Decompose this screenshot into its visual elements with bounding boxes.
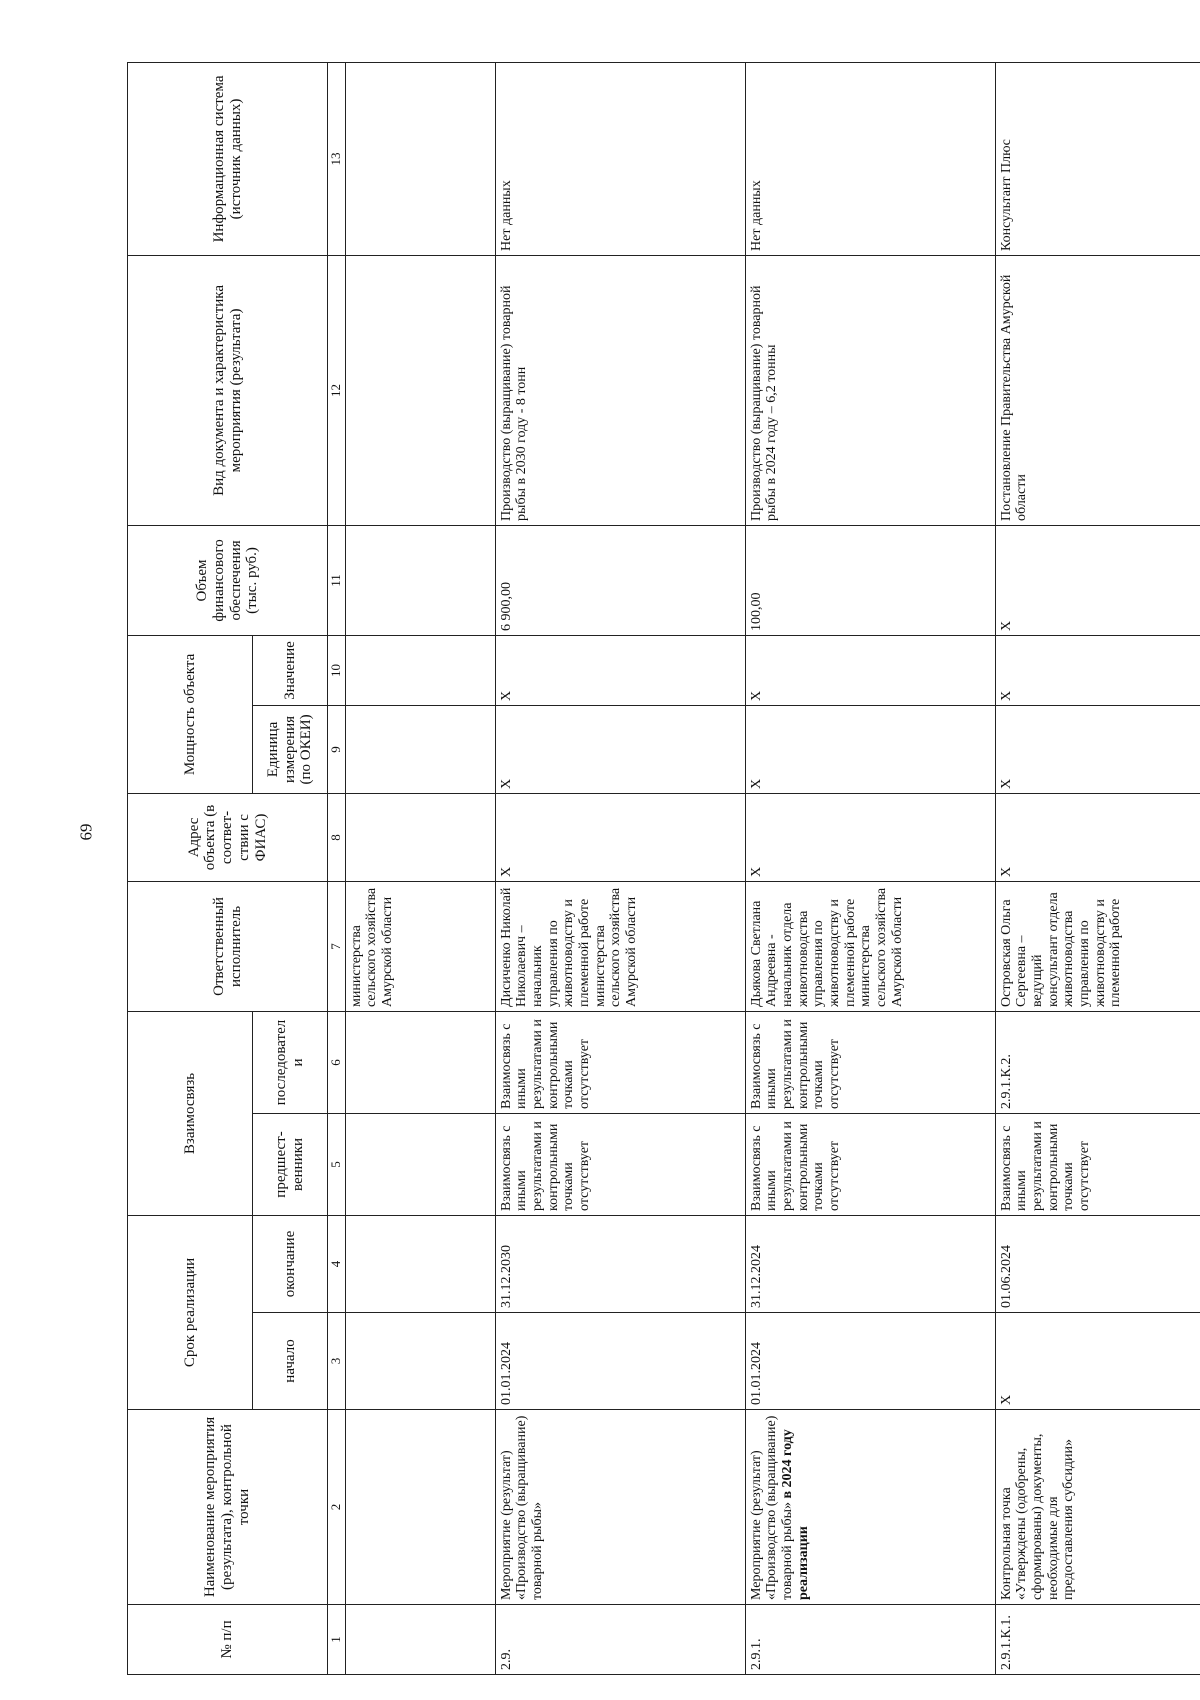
cell-end: 31.12.2024	[745, 1215, 995, 1312]
cell-value: Х	[495, 635, 745, 705]
header-link: Взаимосвязь	[128, 1011, 253, 1215]
cell-doc: Производство (выращивание) товарной рыбы в 2030 году - 8 тонн	[495, 255, 745, 525]
cell-source: Нет данных	[495, 62, 745, 255]
cell-finance: 6 900,00	[495, 525, 745, 635]
cell-doc	[345, 255, 495, 525]
table-row	[345, 62, 495, 1674]
cell-num: 2.9.1.	[745, 1605, 995, 1675]
header-link-succ: последователи	[253, 1011, 328, 1113]
cell-num: 2.9.	[495, 1605, 745, 1675]
header-row-1	[128, 62, 253, 1674]
cell-executor: Дисиченко Николай Николаевич – начальник управления по животноводству и племенной работе министерства сельского хозяйства Амурской области	[495, 881, 745, 1011]
cell-end	[345, 1215, 495, 1312]
cell-doc: Постановление Правительства Амурской области	[995, 255, 1200, 525]
page-number: 69	[76, 823, 96, 841]
col-number: 5	[328, 1113, 346, 1215]
rotated-table-wrapper	[127, 63, 1124, 1675]
cell-unit: Х	[495, 705, 745, 793]
col-number: 1	[328, 1605, 346, 1675]
cell-source	[345, 62, 495, 255]
col-number: 6	[328, 1011, 346, 1113]
cell-source: Консультант Плюс	[995, 62, 1200, 255]
cell-num	[345, 1605, 495, 1675]
activities-table	[127, 62, 1200, 1675]
cell-num: 2.9.1.К.1.	[995, 1605, 1200, 1675]
cell-succ: Взаимосвязь с иными результатами и контрольными точками отсутствует	[745, 1011, 995, 1113]
header-executor: Ответственный исполнитель	[128, 881, 328, 1011]
cell-value	[345, 635, 495, 705]
header-link-pred: предшест-венники	[253, 1113, 328, 1215]
table-row	[995, 62, 1200, 1674]
cell-succ: 2.9.1.К.2.	[995, 1011, 1200, 1113]
header-address: Адрес объекта (в соответ-ствии с ФИАС)	[128, 793, 328, 881]
cell-pred: Взаимосвязь с иными результатами и контрольными точками отсутствует	[995, 1113, 1200, 1215]
cell-start: 01.01.2024	[495, 1313, 745, 1410]
col-number: 10	[328, 635, 346, 705]
cell-name: Контрольная точка «Утверждены (одобрены, сформированы) документы, необходимые для предоставления субсидии»	[995, 1410, 1200, 1605]
cell-executor: министерства сельского хозяйства Амурской области	[345, 881, 495, 1011]
cell-start: 01.01.2024	[745, 1313, 995, 1410]
cell-finance: Х	[995, 525, 1200, 635]
cell-name	[345, 1410, 495, 1605]
column-number-row	[328, 62, 346, 1674]
header-doc: Вид документа и характеристика мероприятия (результата)	[128, 255, 328, 525]
cell-address: Х	[745, 793, 995, 881]
col-number: 3	[328, 1313, 346, 1410]
col-number: 13	[328, 62, 346, 255]
col-number: 2	[328, 1410, 346, 1605]
cell-name	[745, 1410, 995, 1605]
header-term: Срок реализации	[128, 1215, 253, 1409]
col-number: 7	[328, 881, 346, 1011]
cell-finance: 100,00	[745, 525, 995, 635]
header-finance: Объем финансового обеспечения (тыс. руб.)	[128, 525, 328, 635]
cell-pred	[345, 1113, 495, 1215]
cell-name-bold: в 2024 году реализации	[779, 1429, 811, 1600]
col-number: 11	[328, 525, 346, 635]
table-row	[745, 62, 995, 1674]
cell-address: Х	[995, 793, 1200, 881]
header-term-start: начало	[253, 1313, 328, 1410]
cell-start: Х	[995, 1313, 1200, 1410]
cell-pred: Взаимосвязь с иными результатами и контрольными точками отсутствует	[495, 1113, 745, 1215]
header-power-value: Значение	[253, 635, 328, 705]
col-number: 4	[328, 1215, 346, 1312]
cell-source: Нет данных	[745, 62, 995, 255]
header-source: Информационная система (источник данных)	[128, 62, 328, 255]
cell-succ	[345, 1011, 495, 1113]
cell-name-text: Мероприятие (результат) «Производство (выращивание) товарной рыбы»	[748, 1415, 795, 1600]
cell-pred: Взаимосвязь с иными результатами и контрольными точками отсутствует	[745, 1113, 995, 1215]
cell-succ: Взаимосвязь с иными результатами и контрольными точками отсутствует	[495, 1011, 745, 1113]
cell-finance	[345, 525, 495, 635]
cell-address: Х	[495, 793, 745, 881]
header-term-end: окончание	[253, 1215, 328, 1312]
header-num: № п/п	[128, 1605, 328, 1675]
table-row	[495, 62, 745, 1674]
cell-doc: Производство (выращивание) товарной рыбы в 2024 году – 6,2 тонны	[745, 255, 995, 525]
cell-unit: Х	[995, 705, 1200, 793]
cell-executor: Островская Ольга Сергеевна – ведущий консультант отдела животноводства управления по животноводству и племенной работе	[995, 881, 1200, 1011]
cell-address	[345, 793, 495, 881]
cell-value: Х	[745, 635, 995, 705]
col-number: 8	[328, 793, 346, 881]
cell-value: Х	[995, 635, 1200, 705]
cell-start	[345, 1313, 495, 1410]
cell-end: 01.06.2024	[995, 1215, 1200, 1312]
cell-executor: Дьякова Светлана Андреевна - начальник отдела животноводства управления по животноводству и племенной работе министерства сельского хозяйства Амурской области	[745, 881, 995, 1011]
cell-name: Мероприятие (результат) «Производство (выращивание) товарной рыбы»	[495, 1410, 745, 1605]
cell-end: 31.12.2030	[495, 1215, 745, 1312]
col-number: 9	[328, 705, 346, 793]
cell-unit: Х	[745, 705, 995, 793]
col-number: 12	[328, 255, 346, 525]
header-power: Мощность объекта	[128, 635, 253, 793]
cell-unit	[345, 705, 495, 793]
header-power-unit: Единица измерения (по ОКЕИ)	[253, 705, 328, 793]
header-name: Наименование мероприятия (результата), контрольной точки	[128, 1410, 328, 1605]
